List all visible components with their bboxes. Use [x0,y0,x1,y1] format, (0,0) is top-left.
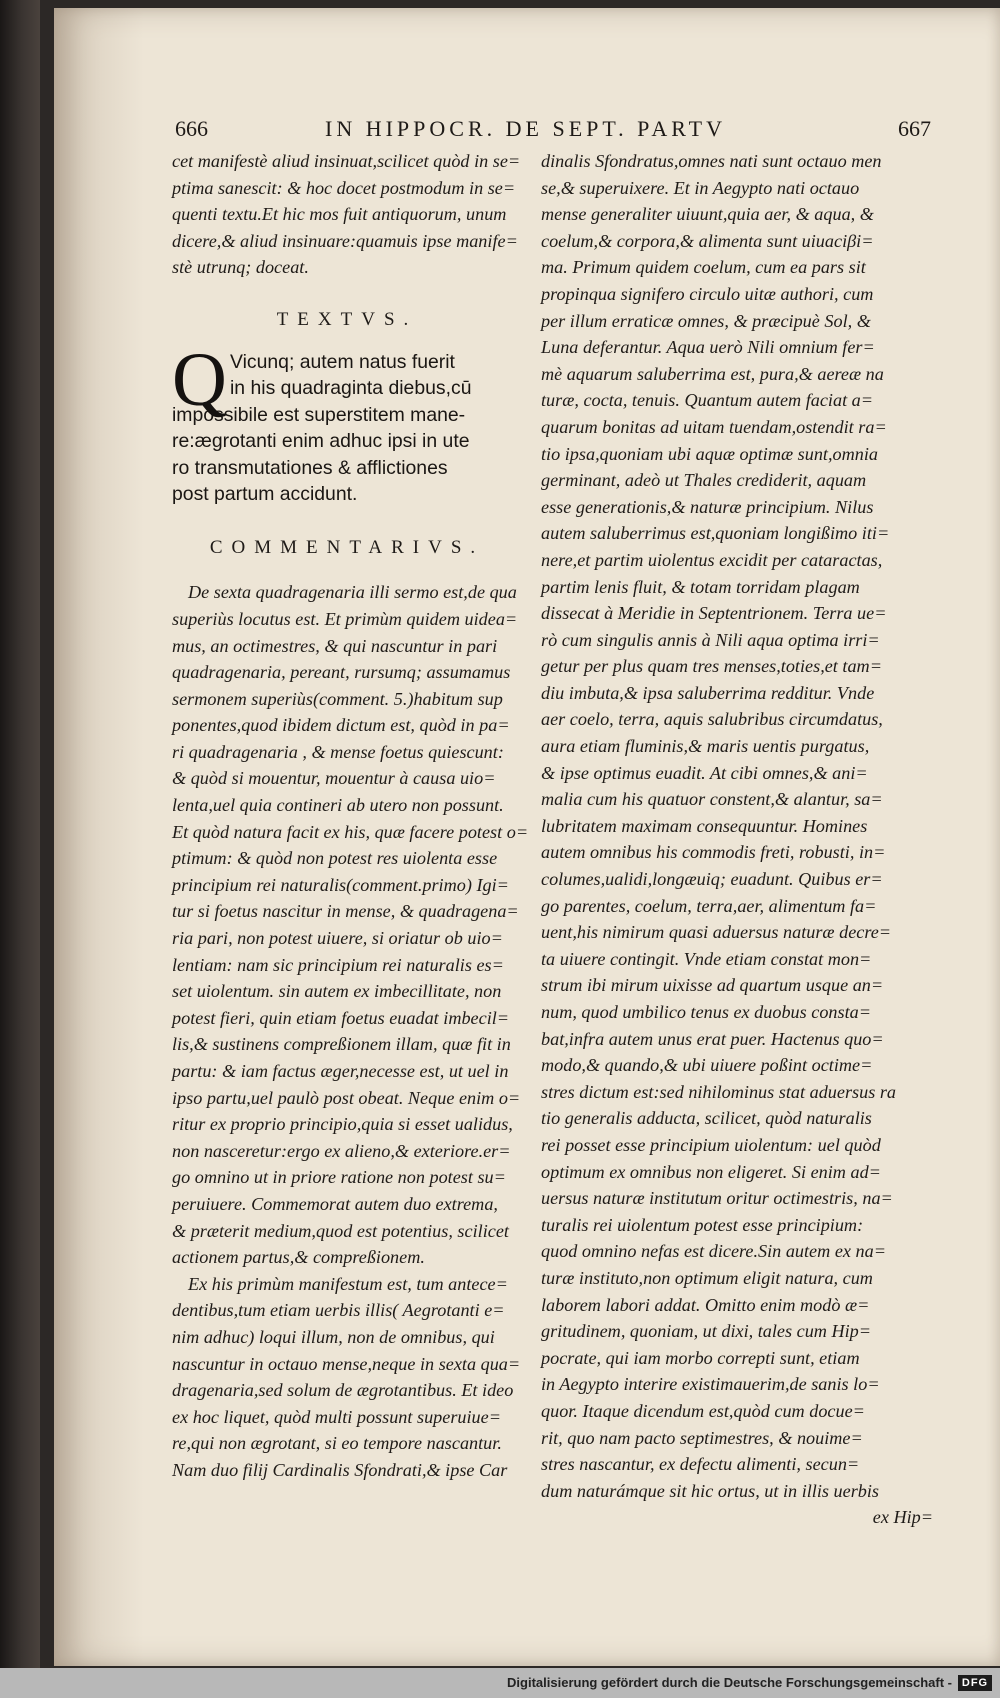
commentary-text [172,579,529,1483]
text-line: se,& superuixere. Et in Aegypto nati octauo [541,177,860,198]
text-line: autem omnibus his commodis freti, robusti, in= [541,842,886,863]
text-line: optimum ex omnibus non eligeret. Si enim ad= [541,1161,881,1182]
text-line: Et quòd natura facit ex his, quæ facere potest o= [172,821,529,842]
text-line: Nam duo filij Cardinalis Sfondrati,& ipse Car [172,1459,508,1480]
textus-line: Vicunq; autem natus fuerit [230,350,455,373]
textus-line: post partum accidunt. [172,482,358,505]
text-line: quor. Itaque dicendum est,quòd cum docue= [541,1400,865,1421]
text-line: germinant, adeò ut Thales crediderit, aquam [541,470,867,491]
text-line: principium rei naturalis(comment.primo) Igi= [172,874,509,895]
text-line: dinalis Sfondratus,omnes nati sunt octauo men [541,151,882,171]
text-line: partim lenis fluit, & totam torridam plagam [541,576,860,597]
text-line: ptima sanescit: & hoc docet postmodum in se= [172,177,516,198]
running-title: IN HIPPOCR. DE SEPT. PARTV [325,116,726,141]
drop-capital: Q [172,337,227,422]
text-line: Luna deferantur. Aqua uerò Nili omnium fer= [541,337,875,358]
text-line: partu: & iam factus æger,necesse est, ut uel in [172,1061,509,1081]
page-number-right: 667 [898,116,931,141]
text-line: esse generationis,& naturæ principium. Nilus [541,496,874,517]
text-line: mus, an octimestres, & qui nascuntur in pari [172,635,498,656]
textus-block [172,337,522,507]
text-line: ma. Primum quidem coelum, cum ea pars sit [541,257,866,278]
text-line: De sexta quadragenaria illi sermo est,de qua [188,582,517,603]
funding-notice: Digitalisierung gefördert durch die Deutsche Forschungsgemeinschaft - [507,1675,952,1690]
textus-line: in his quadraginta diebus,cū [230,377,472,400]
text-line: non nasceretur:ergo ex alieno,& exteriore.er= [172,1140,511,1161]
text-line: tio ipsa,quoniam ubi aquæ optimæ sunt,omnia [541,443,879,464]
gutter-shadow [54,8,144,1666]
text-line: potest fieri, quin etiam foetus euadat imbecil= [172,1007,510,1028]
text-line: coelum,& corpora,& alimenta sunt uiuaciβi= [541,230,874,251]
text-line: rei posset esse principium uiolentum: uel quòd [541,1134,881,1155]
text-line: uersus naturæ institutum oritur octimestris, na= [541,1188,893,1209]
textus-line: re:ægrotanti enim adhuc ipsi in ute [172,430,470,453]
text-line: sermonem superiùs(comment. 5.)habitum sup [172,688,503,709]
text-line: quarum bonitas ad uitam tuendam,ostendit ra= [541,416,887,437]
text-line: ptimum: & quòd non potest res uiolenta esse [172,848,498,869]
text-line: quenti textu.Et hic mos fuit antiquorum, unum [172,204,507,225]
text-line: getur per plus quam tres menses,toties,et tam= [541,656,882,677]
text-line: mense generaliter uiuunt,quia aer, & aqua, & [541,204,874,225]
text-line: bat,infra autem unus erat puer. Hactenus quo= [541,1028,884,1049]
text-line: lenta,uel quia contineri ab utero non possunt. [172,795,504,816]
text-line: mè aquarum saluberrima est, pura,& aereæ na [541,363,884,384]
right-column [541,148,933,1531]
text-line: lubritatem maximam consequuntur. Homines [541,815,868,836]
text-line: stres nascantur, ex defectu alimenti, secun= [541,1454,860,1475]
text-line: gritudinem, quoniam, ut dixi, tales cum Hip= [541,1321,872,1342]
text-line: lis,& sustinens compreßionem illam, quæ fit in [172,1034,511,1055]
text-line: quod omnino nefas est dicere.Sin autem ex na= [541,1241,886,1262]
text-line: nim adhuc) loqui illum, non de omnibus, qui [172,1326,495,1347]
text-line: per illum erraticæ omnes, & præcipuè Sol, & [541,310,871,331]
text-line: autem saluberrimus est,quoniam longißimo iti= [541,523,890,544]
text-line: ria pari, non potest uiuere, si oriatur ob uio= [172,928,503,949]
text-line: columes,ualidi,longæuiq; euadunt. Quibus er= [541,869,883,890]
text-line: & præterit medium,quod est potentius, scilicet [172,1220,509,1241]
digitization-footer [0,1668,1000,1698]
text-line: actionem partus,& compreßionem. [172,1247,425,1268]
running-head [175,116,931,146]
text-line: dum naturámque sit hic ortus, ut in illis uerbis [541,1480,879,1501]
intro-paragraph [172,148,522,281]
text-line: uent,his nimirum quasi aduersus naturæ decre= [541,922,892,943]
text-line: set uiolentum. sin autem ex imbecillitate, non [172,981,502,1002]
text-line: diu imbuta,& ipsa saluberrima redditur. Vnde [541,682,875,703]
text-line: pocrate, qui iam morbo correpti sunt, etiam [541,1347,860,1368]
text-line: ex hoc liquet, quòd multi possunt superuiue= [172,1406,502,1427]
text-line: cet manifestè aliud insinuat,scilicet quòd in se= [172,151,521,171]
text-line: re,qui non ægrotant, si eo tempore nascantur. [172,1433,502,1454]
commentarius-heading: COMMENTARIVS. [209,537,485,559]
scan-edge [0,0,40,1698]
textus-line: ro transmutationes & afflictiones [172,456,448,479]
text-line: ritur ex proprio principio,quia si esset ualidus, [172,1114,513,1135]
text-line: dentibus,tum etiam uerbis illis( Aegrotanti e= [172,1300,505,1321]
page-number-left: 666 [175,116,208,141]
text-line: dissecat à Meridie in Septentrionem. Terra ue= [541,603,887,624]
dfg-logo: DFG [958,1675,992,1691]
text-line: turalis rei uiolentum potest esse principium: [541,1214,864,1235]
text-line: num, quod umbilico tenus ex duobus consta= [541,1002,872,1022]
text-line: tur si foetus nascitur in mense, & quadragena= [172,901,519,922]
text-line: aer coelo, terra, aquis salubribus circumdatus, [541,709,883,730]
text-line: quadragenaria, pereant, rursumq; assumamus [172,662,511,683]
text-line: ponentes,quod ibidem dictum est, quòd in pa= [172,715,510,736]
left-column [172,148,529,1484]
text-line: dicere,& aliud insinuare:quamuis ipse manife= [172,230,518,251]
text-line: turæ instituto,non optimum eligit natura, cum [541,1267,873,1288]
text-line: turæ, cocta, tenuis. Quantum autem faciat a= [541,390,874,411]
text-line: laborem labori addat. Omitto enim modò æ= [541,1294,870,1315]
text-line: rò cum singulis annis à Nili aqua optima irri= [541,629,880,650]
text-line: stè utrunq; doceat. [172,257,309,278]
text-line: & quòd si mouentur, mouentur à causa uio= [172,768,496,789]
text-line: aura etiam fluminis,& maris uentis purgatus, [541,736,870,757]
text-line: go omnino ut in priore ratione non potest su= [172,1167,506,1188]
text-line: strum ibi mirum uixisse ad quartum usque an= [541,975,884,996]
text-line: nascuntur in octauo mense,neque in sexta qua= [172,1353,521,1374]
text-line: ipso partu,uel paulò post obeat. Neque enim o= [172,1087,521,1108]
text-line: Ex his primùm manifestum est, tum antece= [188,1273,508,1294]
text-line: superiùs locutus est. Et primùm quidem uidea= [172,608,518,629]
text-line: tio generalis adducta, scilicet, quòd naturalis [541,1108,872,1129]
text-line: ta uiuere contingit. Vnde etiam constat mon= [541,948,872,969]
text-line: propinqua signifero circulo uitæ authori, cum [541,283,874,304]
text-line: ri quadragenaria , & mense foetus quiescunt: [172,741,504,762]
text-line: in Aegypto interire existimauerim,de sanis lo= [541,1374,880,1395]
text-line: nere,et partim uiolentus excidit per cataractas, [541,549,883,570]
text-line: peruiuere. Commemorat autem duo extrema, [172,1193,498,1214]
text-line: rit, quo nam pacto septimestres, & nouime= [541,1427,863,1448]
textus-line: impossibile est superstitem mane- [172,403,466,426]
textus-heading: TEXTVS. [276,308,418,330]
catchword: ex Hip= [872,1507,933,1528]
text-line: modo,& quando,& ubi uiuere poßint octime= [541,1055,873,1076]
text-line: lentiam: nam sic principium rei naturalis es= [172,954,504,975]
text-line: & ipse optimus euadit. At cibi omnes,& ani= [541,762,868,783]
text-line: go parentes, coelum, terra,aer, alimentum fa= [541,895,877,916]
text-line: dragenaria,sed solum de ægrotantibus. Et ideo [172,1380,514,1401]
text-line: malia cum his quatuor constent,& alantur, sa= [541,789,883,810]
text-line: stres dictum est:sed nihilominus stat aduersus ra [541,1081,896,1102]
